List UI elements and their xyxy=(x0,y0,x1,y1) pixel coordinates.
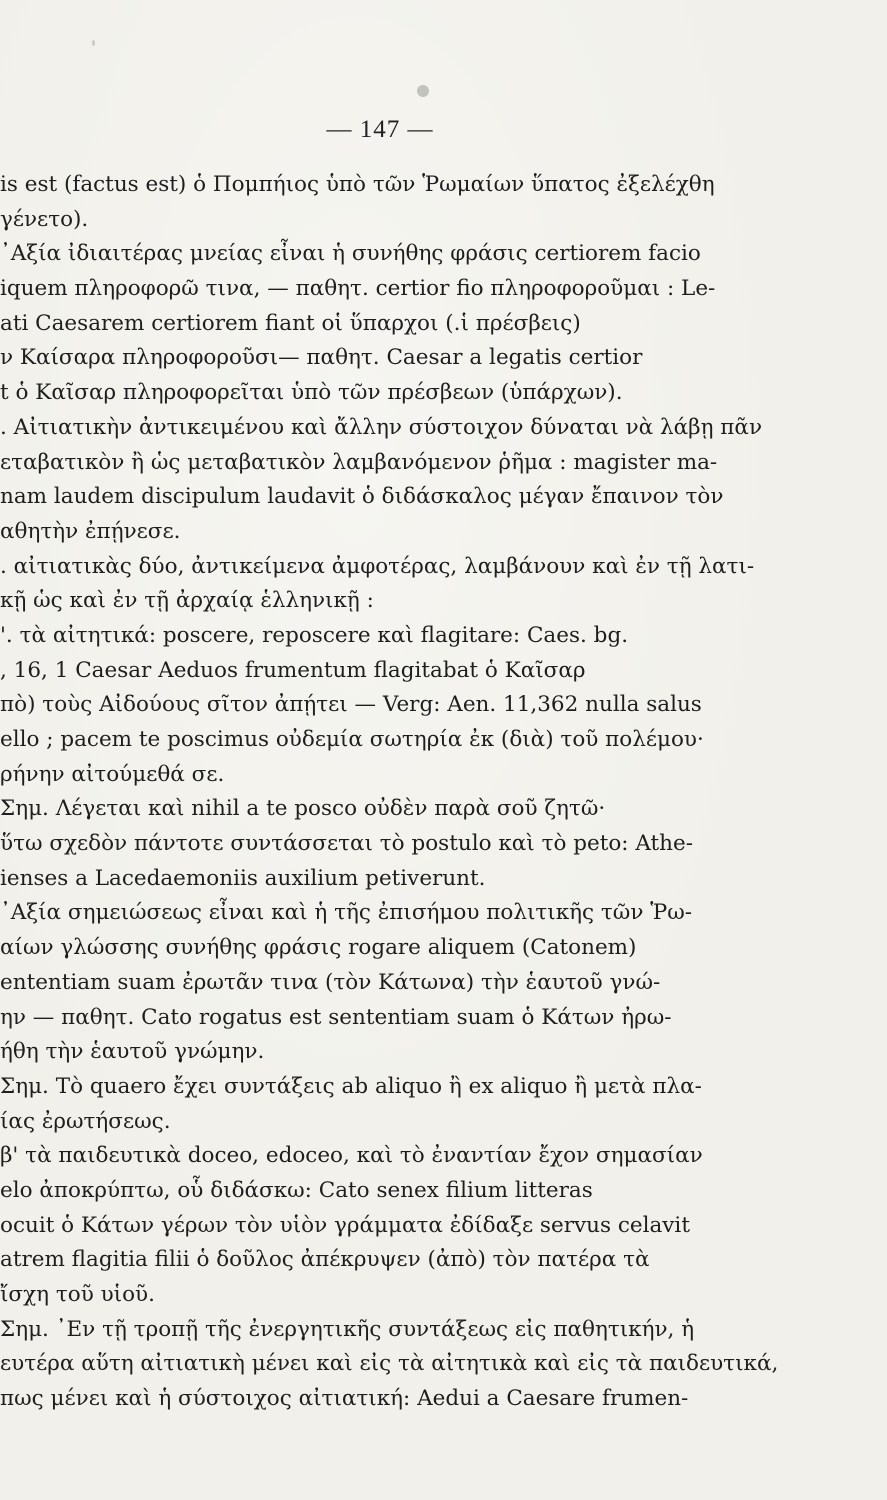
text-line: πως μένει καὶ ἡ σύστοιχος αἰτιατική: Aedui a Caesare frumen- xyxy=(0,1386,689,1412)
text-line: nam laudem discipulum laudavit ὁ διδάσκαλος μέγαν ἔπαινον τὸν xyxy=(0,484,724,510)
text-line: ην — παθητ. Cato rogatus est sententiam suam ὁ Κάτων ἠρω- xyxy=(0,1004,672,1030)
text-line: ευτέρα αὕτη αἰτιατικὴ μένει καὶ εἰς τὰ αἰτητικὰ καὶ εἰς τὰ παιδευτικά, xyxy=(0,1351,779,1377)
text-line: atrem flagitia filii ὁ δοῦλος ἀπέκρυψεν (ἀπὸ) τὸν πατέρα τὰ xyxy=(0,1247,650,1273)
text-line: t ὁ Καῖσαρ πληροφορεῖται ὑπὸ τῶν πρέσβεων (ὑπάρχων). xyxy=(0,380,623,406)
text-line: ν Καίσαρα πληροφοροῦσι— παθητ. Caesar a legatis certior xyxy=(0,345,643,371)
text-line: ententiam suam ἐρωτᾶν τινα (τὸν Κάτωνα) τὴν ἑαυτοῦ γνώ- xyxy=(0,969,661,995)
text-line: . αἰτιατικὰς δύο, ἀντικείμενα ἀμφοτέρας, λαμβάνουν καὶ ἐν τῇ λατι- xyxy=(0,553,755,579)
text-line: ρήνην αἰτούμεθά σε. xyxy=(0,761,225,787)
text-line: ienses a Lacedaemoniis auxilium petiverunt. xyxy=(0,865,486,891)
text-line: iquem πληροφορῶ τινα, — παθητ. certior fio πληροφοροῦμαι : Le- xyxy=(0,276,716,302)
text-line: Σημ. ᾿Εν τῇ τροπῇ τῆς ἐνεργητικῆς συντάξεως εἰς παθητικήν, ἡ xyxy=(0,1316,695,1342)
page-number: — 147 — xyxy=(326,116,434,143)
text-line: . Αἰτιατικὴν ἀντικειμένου καὶ ἄλλην σύστοιχον δύναται νὰ λάβῃ πᾶν xyxy=(0,414,763,440)
text-line: πὸ) τοὺς Αἰδούους σῖτον ἀπῄτει — Verg: Aen. 11,362 nulla salus xyxy=(0,692,702,718)
text-line: ati Caesarem certiorem fiant οἱ ὕπαρχοι (.ἱ πρέσβεις) xyxy=(0,310,581,336)
text-line: Σημ. Λέγεται καὶ nihil a te posco οὐδὲν παρὰ σοῦ ζητῶ· xyxy=(0,796,606,822)
text-line: ήθη τὴν ἑαυτοῦ γνώμην. xyxy=(0,1039,265,1065)
text-line: ἴσχη τοῦ υἱοῦ. xyxy=(0,1282,155,1307)
text-line: ello ; pacem te poscimus οὐδεμία σωτηρία ἐκ (διὰ) τοῦ πολέμου· xyxy=(0,727,704,752)
text-line: κῇ ὡς καὶ ἐν τῇ ἀρχαίᾳ ἑλληνικῇ : xyxy=(0,588,374,614)
ink-spot xyxy=(417,85,429,97)
text-line: γένετο). xyxy=(0,206,89,232)
text-line: ᾿Αξία σημειώσεως εἶναι καὶ ἡ τῆς ἐπισήμου πολιτικῆς τῶν Ῥω- xyxy=(0,900,692,926)
text-line: ᾿Αξία ἰδιαιτέρας μνείας εἶναι ἡ συνήθης φράσις certiorem facio xyxy=(0,241,701,267)
text-line: ὕτω σχεδὸν πάντοτε συντάσσεται τὸ postulo καὶ τὸ peto: Athe- xyxy=(0,831,694,857)
text-line: Σημ. Τὸ quaero ἔχει συντάξεις ab aliquo ἢ ex aliquo ἢ μετὰ πλα- xyxy=(0,1073,702,1099)
text-line: β' τὰ παιδευτικὰ doceo, edoceo, καὶ τὸ ἐναντίαν ἔχον σημασίαν xyxy=(0,1143,703,1169)
text-line: εταβατικὸν ἢ ὡς μεταβατικὸν λαμβανόμενον ῥῆμα : magister ma- xyxy=(0,449,718,475)
text-line: αίων γλώσσης συνήθης φράσις rogare aliquem (Catonem) xyxy=(0,935,637,961)
text-line: '. τὰ αἰτητικά: poscere, reposcere καὶ flagitare: Caes. bg. xyxy=(0,622,629,648)
text-line: is est (factus est) ὁ Πομπήιος ὑπὸ τῶν Ῥωμαίων ὕπατος ἐξελέχθη xyxy=(0,172,715,197)
text-line: αθητὴν ἐπῄνεσε. xyxy=(0,518,181,544)
text-line: elo ἀποκρύπτω, οὗ διδάσκω: Cato senex filium litteras xyxy=(0,1177,593,1203)
text-line: ίας ἐρωτήσεως. xyxy=(0,1108,171,1134)
text-line: , 16, 1 Caesar Aeduos frumentum flagitabat ὁ Καῖσαρ xyxy=(0,657,586,683)
text-line: ocuit ὁ Κάτων γέρων τὸν υἱὸν γράμματα ἐδίδαξε servus celavit xyxy=(0,1212,690,1238)
body-text xyxy=(0,168,887,1417)
ink-spot xyxy=(92,40,95,46)
